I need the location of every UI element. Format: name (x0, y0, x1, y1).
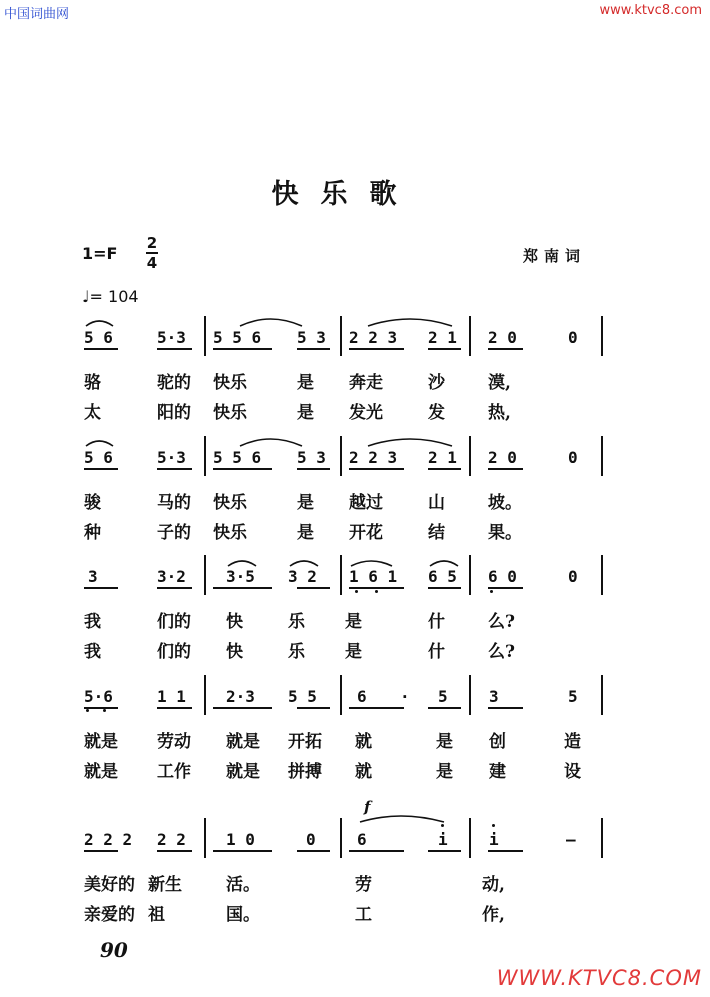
lyric-word: 就 (355, 762, 372, 782)
lyric-word: 种 (84, 523, 101, 543)
note-group: 6 0 (488, 567, 517, 586)
lyric-word: 我 (84, 612, 101, 632)
note-group: i (438, 830, 448, 849)
lyric-word: 我 (84, 642, 101, 662)
lyric-word: 就是 (84, 732, 118, 752)
lyric-word: 快 (226, 612, 243, 632)
lyric-word: 开拓 (288, 732, 322, 752)
note-group: 0 (568, 328, 578, 347)
lyric-word: 建 (489, 762, 506, 782)
lyric-word: 工作 (157, 762, 191, 782)
lyric-word: 美好的 (84, 875, 135, 895)
lyric-word: 沙 (428, 373, 445, 393)
page-number: 90 (100, 938, 128, 962)
lyric-word: 阳的 (157, 403, 191, 423)
meter-bottom: 4 (146, 254, 158, 272)
lyricist-credit: 郑南词 (523, 247, 587, 265)
lyric-word: 拼搏 (288, 762, 322, 782)
lyric-word: 快乐 (213, 403, 247, 423)
lyric-word: 就是 (226, 732, 260, 752)
lyric-word: 是 (297, 403, 314, 423)
lyric-word: 子的 (157, 523, 191, 543)
lyric-word: 动, (482, 875, 505, 895)
song-title: 快乐歌 (271, 179, 419, 210)
lyric-word: 就 (355, 732, 372, 752)
note-group: 3 (489, 687, 499, 706)
lyric-word: 结 (428, 523, 445, 543)
watermark-top-left: 中国词曲网 (4, 7, 70, 22)
note-group: 3·5 (226, 567, 255, 586)
note-group: 6 (357, 687, 367, 706)
note-group: 2 2 3 (349, 328, 398, 347)
lyric-word: 果。 (488, 523, 522, 543)
tempo-marking: ♩= 104 (82, 287, 139, 306)
note-group: 0 (306, 830, 316, 849)
lyric-word: 是 (436, 762, 453, 782)
lyric-word: 坡。 (488, 493, 522, 513)
note-group: 5 (438, 687, 448, 706)
dynamic-forte: f (364, 798, 371, 816)
note-group: 1 1 (157, 687, 186, 706)
note-group: 5 6 (84, 328, 113, 347)
note-group: 2 0 (488, 448, 517, 467)
note-group: 1 6 1 (349, 567, 398, 586)
lyric-word: 太 (84, 403, 101, 423)
lyric-word: 祖 (148, 905, 165, 925)
lyric-word: 越过 (349, 493, 383, 513)
lyric-word: 设 (564, 762, 581, 782)
note-group: 5·3 (157, 448, 186, 467)
lyric-word: 骏 (84, 493, 101, 513)
note-group: 5·3 (157, 328, 186, 347)
note-group: 3·2 (157, 567, 186, 586)
lyric-word: 亲爱的 (84, 905, 135, 925)
lyric-word: 活。 (226, 875, 260, 895)
note-group: 2·3 (226, 687, 255, 706)
lyric-word: 快乐 (213, 523, 247, 543)
lyric-word: 劳 (355, 875, 372, 895)
note-group: 2 2 3 (349, 448, 398, 467)
lyric-word: 么? (488, 642, 515, 662)
lyric-word: 劳动 (157, 732, 191, 752)
note-group: 5 3 (297, 328, 326, 347)
lyric-word: 马的 (157, 493, 191, 513)
lyric-word: 国。 (226, 905, 260, 925)
lyric-word: 山 (428, 493, 445, 513)
lyric-word: 乐 (288, 612, 305, 632)
lyric-word: 快乐 (213, 493, 247, 513)
lyric-word: 是 (297, 493, 314, 513)
lyric-word: 快 (226, 642, 243, 662)
lyric-word: 漠, (488, 373, 511, 393)
note-group: 2 2 (157, 830, 186, 849)
lyric-word: 是 (345, 612, 362, 632)
note-group: 1 0 (226, 830, 255, 849)
note-group: 3 (88, 567, 98, 586)
key-signature: 1=F (82, 244, 118, 263)
lyric-word: 什 (428, 612, 445, 632)
lyric-word: 作, (482, 905, 505, 925)
note-group: 2 0 (488, 328, 517, 347)
note-group: 2 1 (428, 328, 457, 347)
lyric-word: 造 (564, 732, 581, 752)
note-group: 5 5 6 (213, 328, 262, 347)
lyric-word: 们的 (157, 642, 191, 662)
note-group: 6 (357, 830, 367, 849)
note-group: i (489, 830, 499, 849)
note-group: — (566, 830, 576, 849)
lyric-word: 是 (297, 373, 314, 393)
lyric-word: 驼的 (157, 373, 191, 393)
lyric-word: 工 (355, 905, 372, 925)
lyric-word: 创 (489, 732, 506, 752)
note-group: 5 6 (84, 448, 113, 467)
lyric-word: 就是 (84, 762, 118, 782)
lyric-word: 么? (488, 612, 515, 632)
lyric-word: 乐 (288, 642, 305, 662)
lyric-word: 热, (488, 403, 511, 423)
lyric-word: 发 (428, 403, 445, 423)
note-group: 5·6 (84, 687, 113, 706)
note-group: 5 3 (297, 448, 326, 467)
note-group: 5 (568, 687, 578, 706)
note-group: 2 2 2 (84, 830, 133, 849)
lyric-word: 开花 (349, 523, 383, 543)
note-group: 5 5 (288, 687, 317, 706)
lyric-word: 新生 (148, 875, 182, 895)
note-group: 0 (568, 448, 578, 467)
lyric-word: 快乐 (213, 373, 247, 393)
lyric-word: 骆 (84, 373, 101, 393)
lyric-word: 就是 (226, 762, 260, 782)
watermark-top-right: www.ktvc8.com (599, 3, 702, 18)
note-group: 0 (568, 567, 578, 586)
lyric-word: 什 (428, 642, 445, 662)
lyric-word: 发光 (349, 403, 383, 423)
meter-top: 2 (146, 234, 158, 252)
lyric-word: 是 (436, 732, 453, 752)
note-group: 3 2 (288, 567, 317, 586)
lyric-word: 是 (345, 642, 362, 662)
lyric-word: 们的 (157, 612, 191, 632)
note-group: 5 5 6 (213, 448, 262, 467)
note-group: 6 5 (428, 567, 457, 586)
watermark-bottom-right: WWW.KTVC8.COM (496, 966, 702, 990)
note-group: · (400, 687, 410, 706)
lyric-word: 是 (297, 523, 314, 543)
lyric-word: 奔走 (349, 373, 383, 393)
note-group: 2 1 (428, 448, 457, 467)
